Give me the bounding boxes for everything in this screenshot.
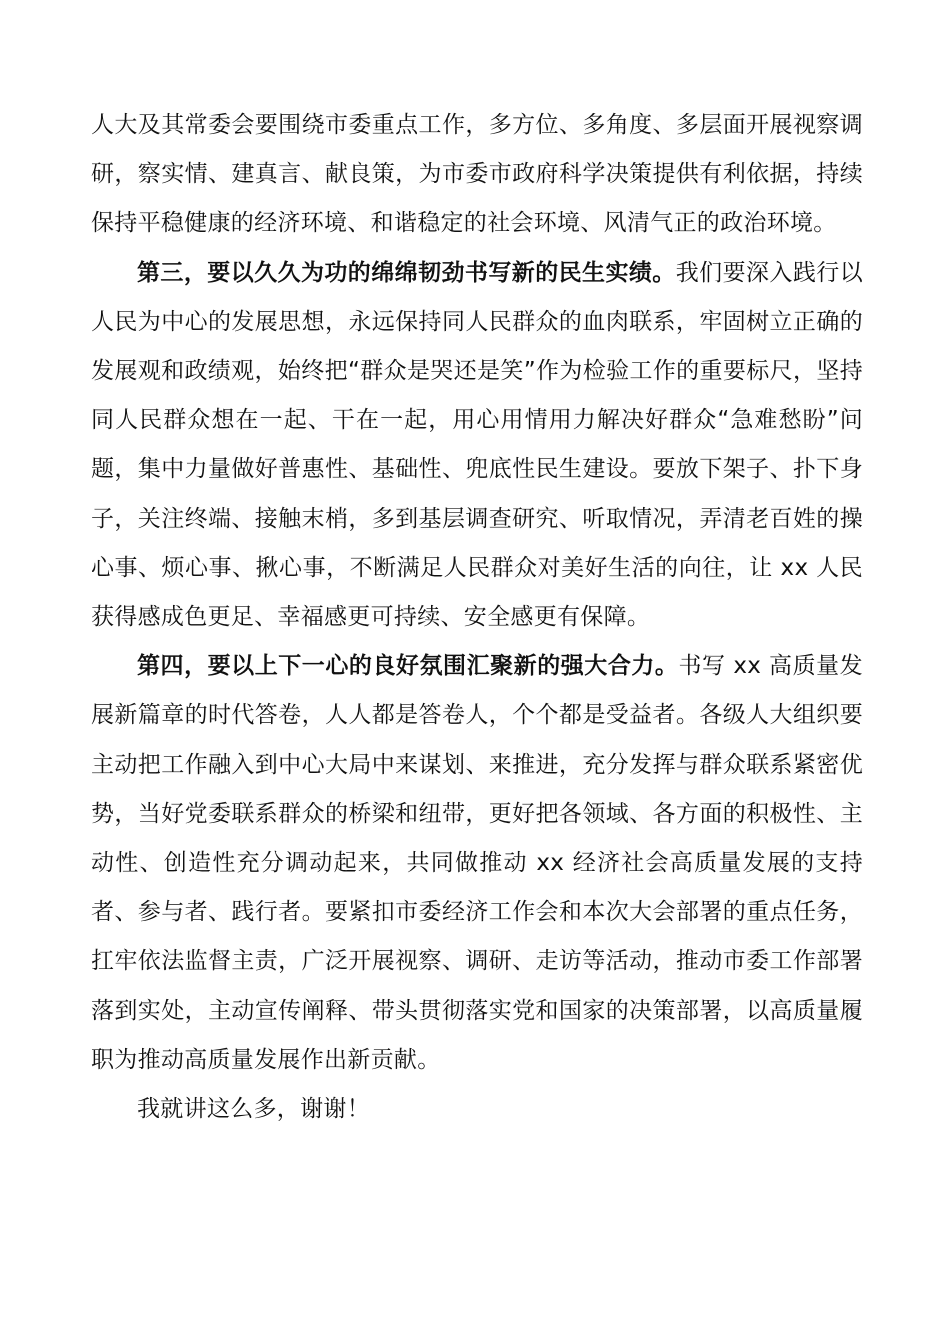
- paragraph-lead-heading: 第三，要以久久为功的绵绵韧劲书写新的民生实绩。: [137, 259, 676, 286]
- paragraph-continuation: [91, 101, 863, 249]
- paragraph-text: 书写 xx 高质量发展新篇章的时代答卷，人人都是答卷人，个个都是受益者。各级人大组织要主动把工作融入到中心大局中来谋划、来推进，充分发挥与群众联系紧密优势，当好党委联系群众的桥梁和纽带，更好把各领域、各方面的积极性、主动性、创造性充分调动起来，共同做推动 xx 经济社会高质量发展的支持者、参与者、践行者。要紧扣市委经济工作会和本次大会部署的重点任务，扛牢依法监督主责，广泛开展视察、调研、走访等活动，推动市委工作部署落到实处，主动宣传阐释、带头贯彻落实党和国家的决策部署，以高质量履职为推动高质量发展作出新贡献。: [91, 653, 863, 1073]
- paragraph-third-point: [91, 249, 863, 643]
- document-body: [91, 101, 863, 1134]
- paragraph-lead-heading: 第四，要以上下一心的良好氛围汇聚新的强大合力。: [137, 653, 679, 680]
- paragraph-closing: [91, 1085, 863, 1134]
- paragraph-text: 我就讲这么多，谢谢！: [137, 1096, 370, 1123]
- paragraph-text: 我们要深入践行以人民为中心的发展思想，永远保持同人民群众的血肉联系，牢固树立正确的发展观和政绩观，始终把“群众是哭还是笑”作为检验工作的重要标尺，坚持同人民群众想在一起、干在一起，用心用情用力解决好群众“急难愁盼”问题，集中力量做好普惠性、基础性、兜底性民生建设。要放下架子、扑下身子，关注终端、接触末梢，多到基层调查研究、听取情况，弄清老百姓的操心事、烦心事、揪心事，不断满足人民群众对美好生活的向往，让 xx 人民获得感成色更足、幸福感更可持续、安全感更有保障。: [91, 259, 863, 631]
- paragraph-fourth-point: [91, 642, 863, 1085]
- paragraph-text: 人大及其常委会要围绕市委重点工作，多方位、多角度、多层面开展视察调研，察实情、建真言、献良策，为市委市政府科学决策提供有利依据，持续保持平稳健康的经济环境、和谐稳定的社会环境、风清气正的政治环境。: [91, 112, 863, 237]
